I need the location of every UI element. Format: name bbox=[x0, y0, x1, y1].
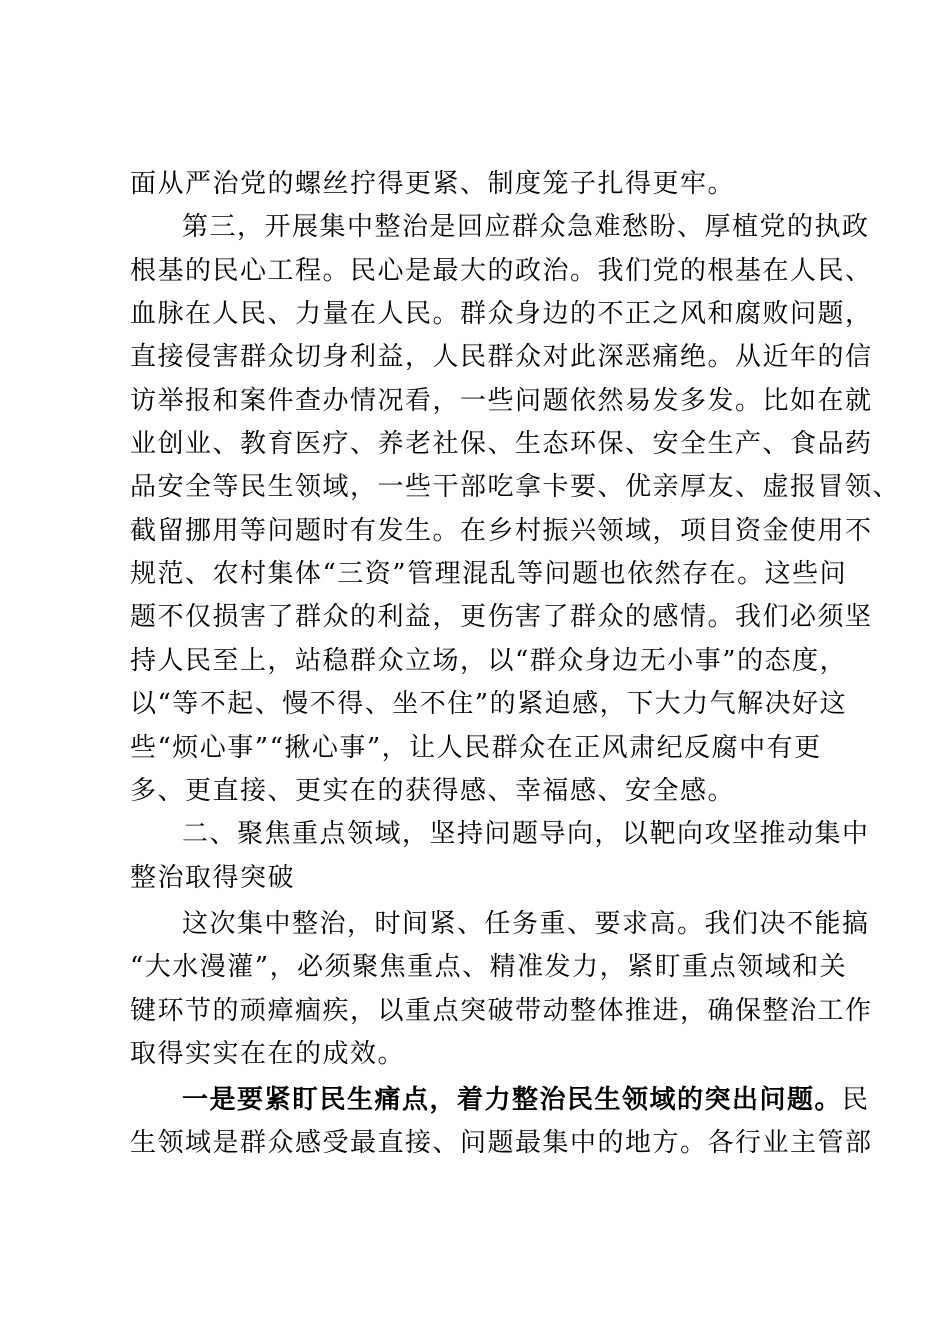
text-line-1: 面从严治党的螺丝拧得更紧、制度笼子扎得更牢。 bbox=[130, 169, 736, 199]
text-line-19: “大水漫灌”，必须聚焦重点、精准发力，紧盯重点领域和关 bbox=[130, 952, 848, 982]
text-line-14: 些“烦心事”“揪心事”，让人民群众在正风肃纪反腐中有更 bbox=[130, 733, 822, 763]
section-heading-line-1: 二、聚焦重点领域，坚持问题导向，以靶向攻坚推动集中 bbox=[182, 819, 870, 849]
text-line-22 bbox=[182, 1080, 870, 1120]
text-line-9: 截留挪用等问题时有发生。在乡村振兴领域，项目资金使用不 bbox=[130, 516, 873, 546]
text-line-20: 键环节的顽瘴痼疾，以重点突破带动整体推进，确保整治工作 bbox=[130, 996, 873, 1026]
text-line-23: 生领域是群众感受最直接、问题最集中的地方。各行业主管部 bbox=[130, 1128, 873, 1158]
text-line-10: 规范、农村集体“三资”管理混乱等问题也依然存在。这些问 bbox=[130, 559, 848, 589]
text-line-18: 这次集中整治，时间紧、任务重、要求高。我们决不能搞 bbox=[182, 909, 870, 939]
bold-lead-sentence: 一是要紧盯民生痛点，着力整治民生领域的突出问题。 bbox=[182, 1085, 843, 1115]
section-heading-line-2: 整治取得突破 bbox=[130, 863, 296, 893]
text-line-2: 第三，开展集中整治是回应群众急难愁盼、厚植党的执政 bbox=[182, 212, 870, 242]
text-line-12: 持人民至上，站稳群众立场，以“群众身边无小事”的态度， bbox=[130, 646, 848, 676]
text-line-13: 以“等不起、慢不得、坐不住”的紧迫感，下大力气解决好这 bbox=[130, 689, 848, 719]
text-line-3: 根基的民心工程。民心是最大的政治。我们党的根基在人民、 bbox=[130, 256, 873, 286]
text-line-8: 品安全等民生领域，一些干部吃拿卡要、优亲厚友、虚报冒领、 bbox=[130, 472, 901, 502]
text-line-22-tail: 民 bbox=[842, 1085, 870, 1115]
text-line-4: 血脉在人民、力量在人民。群众身边的不正之风和腐败问题， bbox=[130, 299, 873, 329]
text-line-15: 多、更直接、更实在的获得感、幸福感、安全感。 bbox=[130, 776, 736, 806]
text-line-11: 题不仅损害了群众的利益，更伤害了群众的感情。我们必须坚 bbox=[130, 602, 873, 632]
text-line-6: 访举报和案件查办情况看，一些问题依然易发多发。比如在就 bbox=[130, 386, 873, 416]
text-line-21: 取得实实在在的成效。 bbox=[130, 1039, 406, 1069]
text-line-7: 业创业、教育医疗、养老社保、生态环保、安全生产、食品药 bbox=[130, 429, 873, 459]
text-line-5: 直接侵害群众切身利益，人民群众对此深恶痛绝。从近年的信 bbox=[130, 342, 873, 372]
